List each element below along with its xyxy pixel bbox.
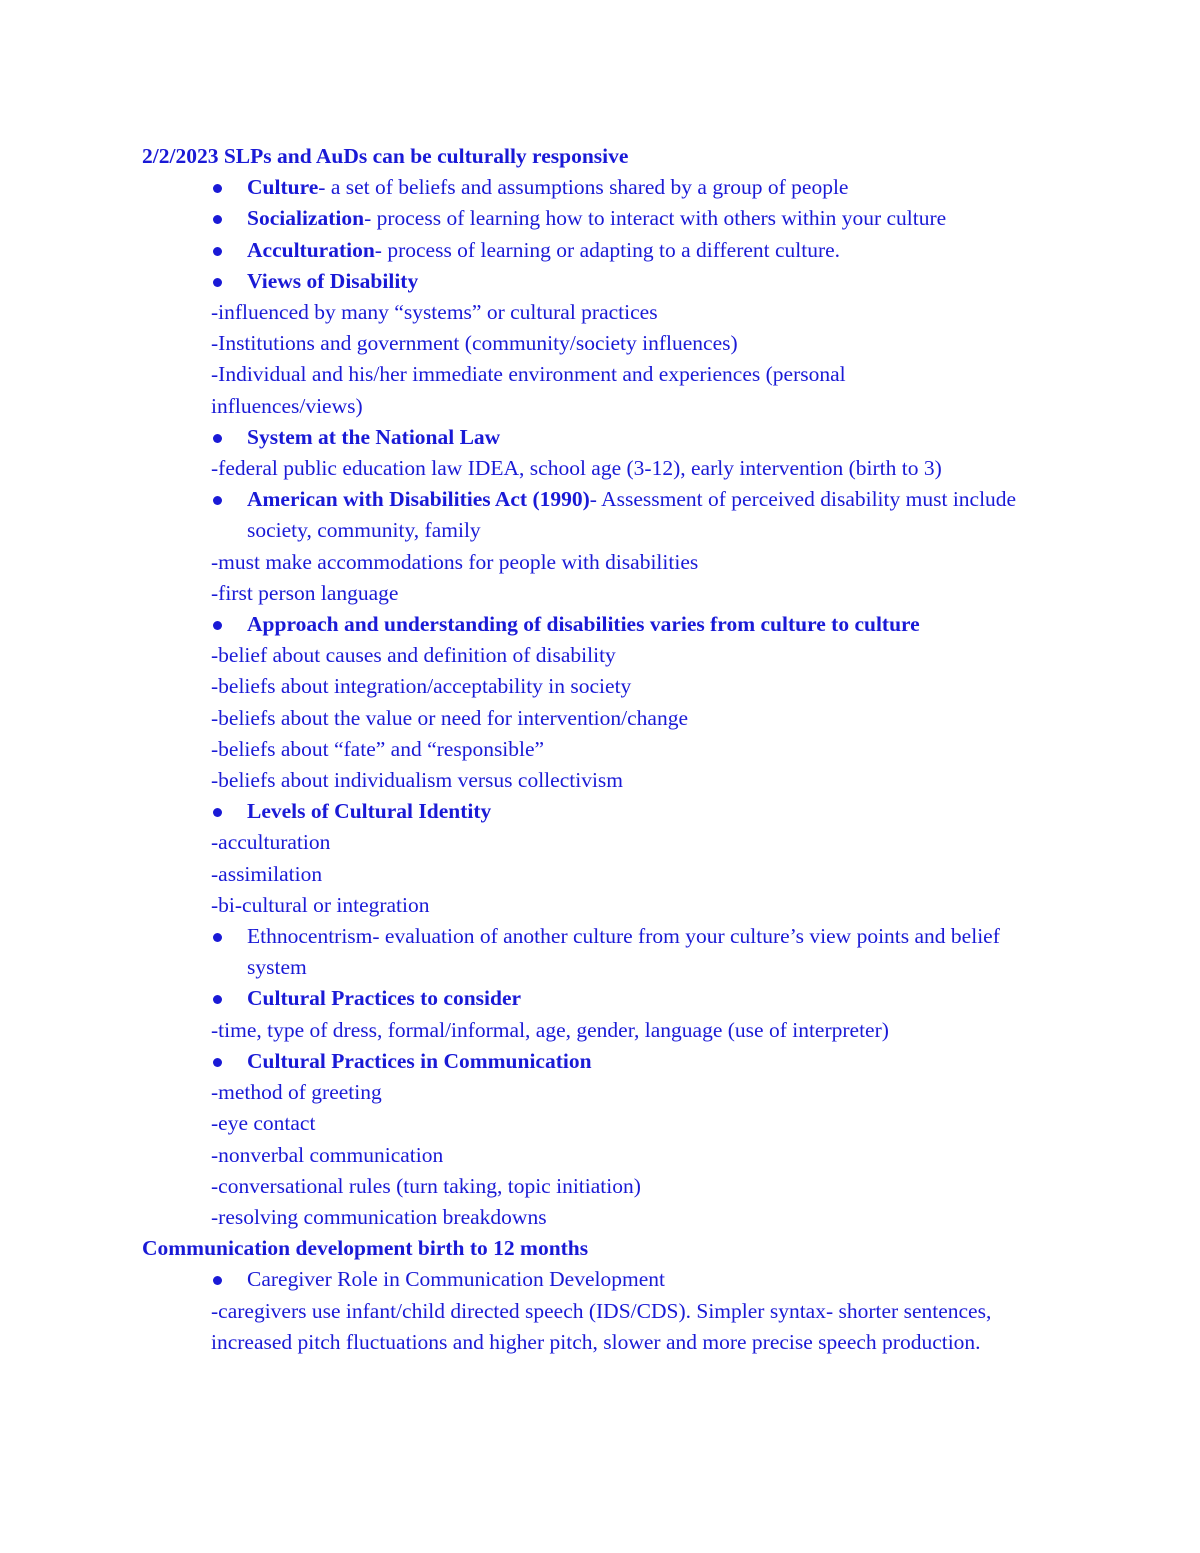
term: System at the National Law	[247, 424, 501, 449]
list-item	[142, 266, 1072, 297]
list-item	[142, 484, 1047, 546]
definition: - a set of beliefs and assumptions shared by a group of people	[318, 175, 849, 200]
term: American with Disabilities Act (1990)	[247, 487, 590, 512]
note-line: -belief about causes and definition of disability	[211, 643, 616, 668]
bullet-icon	[213, 496, 222, 505]
note-line: -nonverbal communication	[211, 1142, 444, 1167]
notes-body	[142, 141, 1072, 1358]
bullet-icon	[213, 1058, 222, 1067]
bullet-icon	[213, 434, 222, 443]
note-line: -federal public education law IDEA, school age (3-12), early intervention (birth to 3)	[211, 456, 942, 481]
term: Acculturation	[247, 237, 375, 262]
definition: - process of learning how to interact with others within your culture	[364, 206, 947, 231]
list-item	[142, 796, 1072, 827]
bullet-icon	[213, 808, 222, 817]
note-line: -caregivers use infant/child directed speech (IDS/CDS). Simpler syntax- shorter sentences, increased pitch fluctuations and higher pitch, slower and more precise speech production.	[211, 1298, 992, 1354]
note-line: -beliefs about the value or need for intervention/change	[211, 705, 688, 730]
list-item	[142, 1264, 1072, 1295]
bullet-icon	[213, 933, 222, 942]
term: Views of Disability	[247, 268, 419, 293]
note-line: -beliefs about “fate” and “responsible”	[211, 736, 545, 761]
list-item	[142, 172, 1072, 203]
note-line: -beliefs about individualism versus collectivism	[211, 768, 624, 793]
term: Levels of Cultural Identity	[247, 799, 492, 824]
term: Cultural Practices to consider	[247, 986, 522, 1011]
list-item	[142, 609, 1072, 640]
note-line: -acculturation	[211, 830, 331, 855]
term: Socialization	[247, 206, 365, 231]
list-item	[142, 1046, 1072, 1077]
bullet-icon	[213, 995, 222, 1004]
list-item	[142, 422, 1072, 453]
bullet-icon	[213, 278, 222, 287]
section-heading: Communication development birth to 12 months	[142, 1236, 589, 1261]
term: Approach and understanding of disabilities varies from culture to culture	[247, 612, 920, 637]
bullet-icon	[213, 1276, 222, 1285]
note-line: -Institutions and government (community/society influences)	[211, 331, 738, 356]
note-line: -influenced by many “systems” or cultural practices	[211, 300, 658, 325]
bullet-icon	[213, 184, 222, 193]
bullet-icon	[213, 247, 222, 256]
note-line: -method of greeting	[211, 1080, 382, 1105]
note-line: -bi-cultural or integration	[211, 892, 430, 917]
term: Cultural Practices in Communication	[247, 1048, 592, 1073]
note-line: -time, type of dress, formal/informal, age, gender, language (use of interpreter)	[211, 1017, 889, 1042]
bullet-icon	[213, 215, 222, 224]
term: Culture	[247, 175, 319, 200]
list-item	[142, 921, 1047, 983]
note-line: -first person language	[211, 580, 399, 605]
list-item	[142, 235, 1072, 266]
note-line: -eye contact	[211, 1111, 316, 1136]
note-line: -conversational rules (turn taking, topic initiation)	[211, 1173, 641, 1198]
definition: - process of learning or adapting to a different culture.	[374, 237, 841, 262]
definition: Caregiver Role in Communication Development	[247, 1267, 665, 1292]
note-line: -assimilation	[211, 861, 323, 886]
definition: - Assessment of perceived disability must include society, community, family	[247, 487, 1017, 543]
note-line: -Individual and his/her immediate environment and experiences (personal influences/views)	[211, 362, 846, 418]
note-line: -beliefs about integration/acceptability in society	[211, 674, 632, 699]
section-heading: 2/2/2023 SLPs and AuDs can be culturally responsive	[142, 144, 629, 168]
note-line: -must make accommodations for people with disabilities	[211, 549, 699, 574]
definition: Ethnocentrism- evaluation of another culture from your culture’s view points and belief system	[247, 924, 1000, 980]
bullet-icon	[213, 621, 222, 630]
list-item	[142, 203, 1072, 234]
note-line: -resolving communication breakdowns	[211, 1204, 547, 1229]
list-item	[142, 983, 1072, 1014]
